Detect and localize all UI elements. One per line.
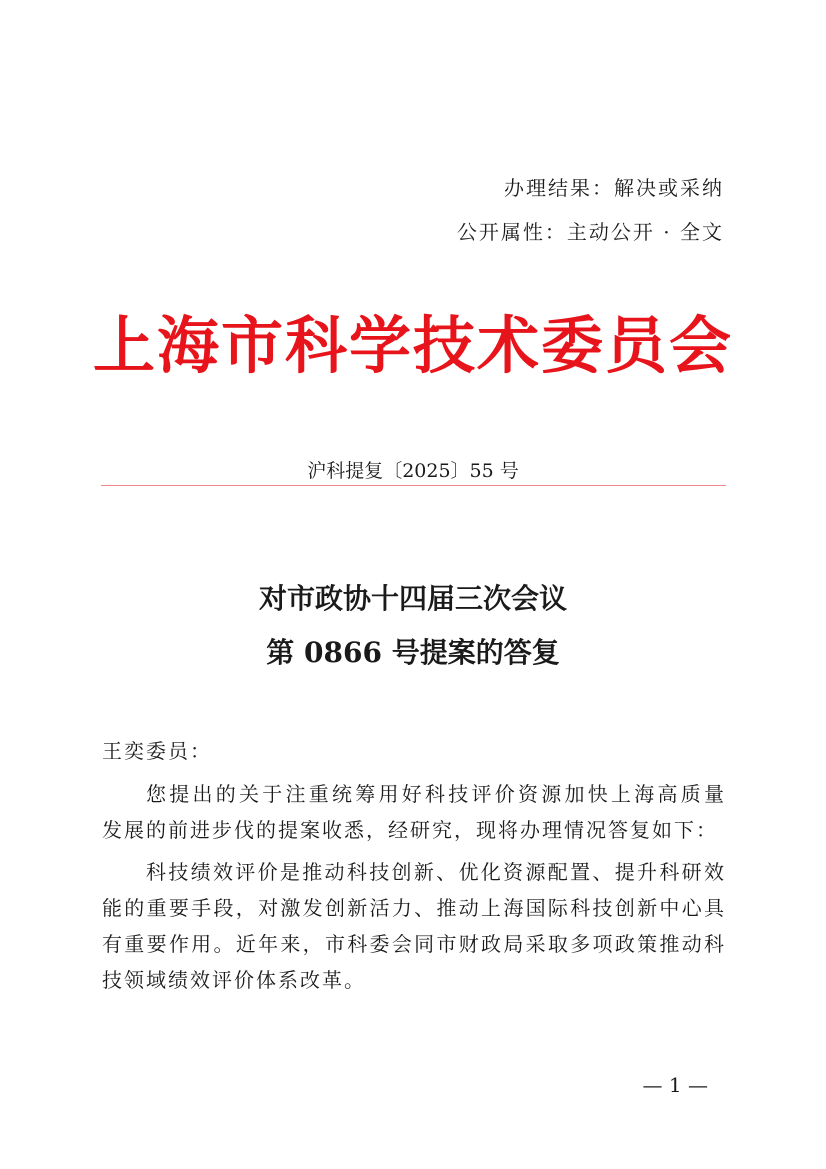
- issuing-organization-title: 上海市科学技术委员会: [92, 309, 733, 382]
- paragraph-line: 科技绩效评价是推动科技创新、优化资源配置、提升科研效: [146, 860, 724, 884]
- paragraph-line: 能的重要手段，对激发创新活力、推动上海国际科技创新中心具: [102, 896, 724, 920]
- paragraph-line: 发展的前进步伐的提案收悉，经研究，现将办理情况答复如下：: [102, 818, 718, 842]
- paragraph-line: 技领域绩效评价体系改革。: [102, 968, 366, 992]
- disclosure-attribute: 公开属性：主动公开 · 全文: [456, 220, 724, 244]
- paragraph-line: 有重要作用。近年来，市科委会同市财政局采取多项政策推动科: [102, 932, 724, 956]
- paragraph-line: 您提出的关于注重统筹用好科技评价资源加快上海高质量: [146, 782, 724, 806]
- page-number: — 1 —: [642, 1073, 708, 1097]
- reply-title-line-1: 对市政协十四届三次会议: [258, 582, 567, 615]
- body-paragraph-1: [102, 776, 724, 848]
- body-paragraph-2: [102, 854, 724, 998]
- reply-title-line-2: 第 0866 号提案的答复: [266, 636, 560, 669]
- salutation: 王奕委员：: [102, 739, 212, 763]
- handling-result: 办理结果：解决或采纳: [504, 176, 724, 200]
- document-number: 沪科提复〔2025〕55 号: [307, 460, 519, 482]
- red-separator-line: [101, 485, 726, 486]
